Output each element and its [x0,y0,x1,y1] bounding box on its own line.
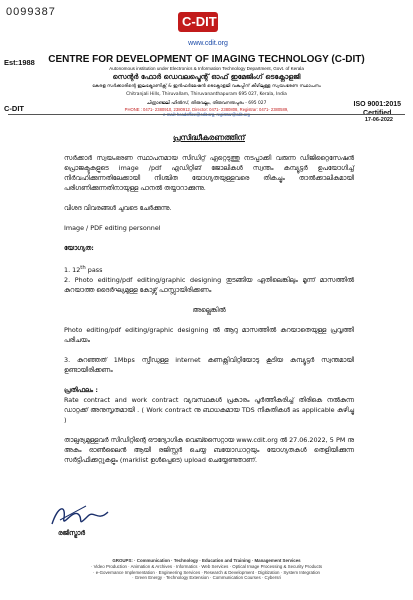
cdit-label: C-DIT [4,104,24,113]
address-english: Chitranjali Hills, Thiruvallam, Thiruvananthapuram 695 027, Kerala, India [126,92,287,97]
payment-paragraph: Rate contract and work contract വ്യവസ്ഥകൾ പ്രകാരം പൂർത്തീകരിച്ച് തിരികെ നൽകുന്ന ഡാറ്റക്ക് അനുസൃതമായി . ( Work contract നു ബാധകമായ TDS നികുതികൾ as applicable കഴിച്ചു ) [64,396,354,425]
intro-paragraph: സർക്കാർ സ്വയംഭരണ സ്ഥാപനമായ സിഡിറ്റ് ഏറ്റെടുത്തു നടപ്പാക്കി വരുന്ന ഡിജിറ്റൈസേഷൻ പ്രൊജക്ടുകളുടെ image /pdf എഡിറ്റിങ് ജോലികൾ സ്വന്തം കമ്പ്യൂട്ടർ ഉപയോഗിച്ച് നിർവഹിക്കുന്നതിലേക്കായി നിശ്ചിത യോഗ്യതയുള്ളവരെ തികച്ചും താൽക്കാലികമായി പരിഗണിക്കുന്നതിനായുള്ള പാനൽ തയ്യാറാക്കുന്നു. [64,154,354,192]
org-name-english: CENTRE FOR DEVELOPMENT OF IMAGING TECHNOLOGY (C-DIT) [48,54,365,65]
application-paragraph: താല്പര്യമുള്ളവർ സിഡിറ്റിന്റെ ഔദ്യോഗിക വെബ്സൈറ്റായ www.cdit.org ൽ 27.06.2022, 5 PM നു അകം ഓൺലൈൻ ആയി രജിസ്റ്റർ ചെയ്യ ബയോഡാറ്റയും യോഗ്യതകൾ തെളിയിക്കുന്ന സർട്ടിഫിക്കറ്റുകളും (marklist ഉൾപ്പെടെ) upload ചെയ്യേണ്ടതാണ്. [64,436,354,465]
notice-title: പ്രസിദ്ധീകരണത്തിന് [173,133,245,142]
footer-services-2: · e-Governance Implementation · Engineering Services · Research & Development · Digitization · System Integration [93,569,320,575]
qualification-3: 3. കുറഞ്ഞത് 1Mbps സ്പീഡുള്ള internet കണക്റ്റിവിറ്റിയോടു കൂടിയ കമ്പ്യൂട്ടർ സ്വന്തമായി ഉണ്ടായിരിക്കണം [64,356,354,375]
address-malayalam: ചിത്രാഞ്ജലി ഹിൽസ്, തിരുവല്ലം, തിരുവനന്തപുരം - 695 027 [146,100,267,106]
logo-text: C-DIT [182,14,217,29]
alternate-qualification: Photo editing/pdf editing/graphic designing ൽ ആറു മാസത്തിൽ കുറയാതെയുള്ള പ്രവൃത്തി പരിചയം [64,326,354,345]
serial-number: 0099387 [6,6,56,18]
signer-title: രജിസ്ട്രാർ [58,529,85,537]
qualification-1: 1. 12th pass [64,265,103,275]
qualification-2: 2. Photo editing/pdf editing/graphic designing തുടങ്ങിയ ഏതിലെങ്കിലും മൂന്ന് മാസത്തിൽ കുറയാത്ത ദൈർഘ്യമുള്ള കോഴ്സ് പാസ്സായിരിക്കണം [64,276,354,295]
header-divider [8,114,405,115]
footer-groups: GROUPS: · Communication · Technology · Education and Training · Management Services [112,558,301,563]
org-subtitle-malayalam: കേരള സർക്കാരിന്റെ ഇലക്ട്രോണിക്സ് & ഇൻഫർമേഷൻ ടെക്നോളജി വകുപ്പിന് കീഴിലുള്ള സ്വയംഭരണ സ്ഥാപനം [92,84,321,89]
footer-services-3: · Green Energy · Technology Extension · Communication Courses · Cybersri [132,575,281,581]
or-separator: അല്ലെങ്കിൽ [192,306,226,315]
notice-body [64,133,354,465]
details-line: വിശദ വിവരങ്ങൾ ചുവടെ ചേർക്കുന്നു. [64,204,172,212]
payment-heading: പ്രതിഫലം : [64,386,98,395]
issue-date: 17-06-2022 [364,117,393,123]
iso-line: ISO 9001:2015 [353,101,401,108]
cdit-logo [178,12,230,36]
established-label: Est:1988 [4,58,35,67]
letterhead [40,54,373,118]
post-title: Image / PDF editing personnel [64,224,161,232]
org-subtitle-english: Autonomous institution under Electronics & Information Technology Department, Govt. of Kerala [109,66,304,71]
footer [20,558,393,581]
footer-services-1: · Video Production · Animation & Archives · Informatics · Web Services · Optical Image Processing & Security Products [90,563,323,569]
website-link[interactable]: www.cdit.org [188,40,228,47]
iso-certification [354,100,401,118]
org-name-malayalam: സെന്റർ ഫോർ ഡെവലപ്മെന്റ് ഓഫ് ഇമേജിംഗ് ടെക്നോളജി [112,73,301,81]
phone-line: PHONE : 0471- 2380910, 2380912, Director: 0471- 2380808, Registrar: 0471- 2380589, [124,106,289,112]
qualification-heading: യോഗ്യത: [64,244,94,252]
